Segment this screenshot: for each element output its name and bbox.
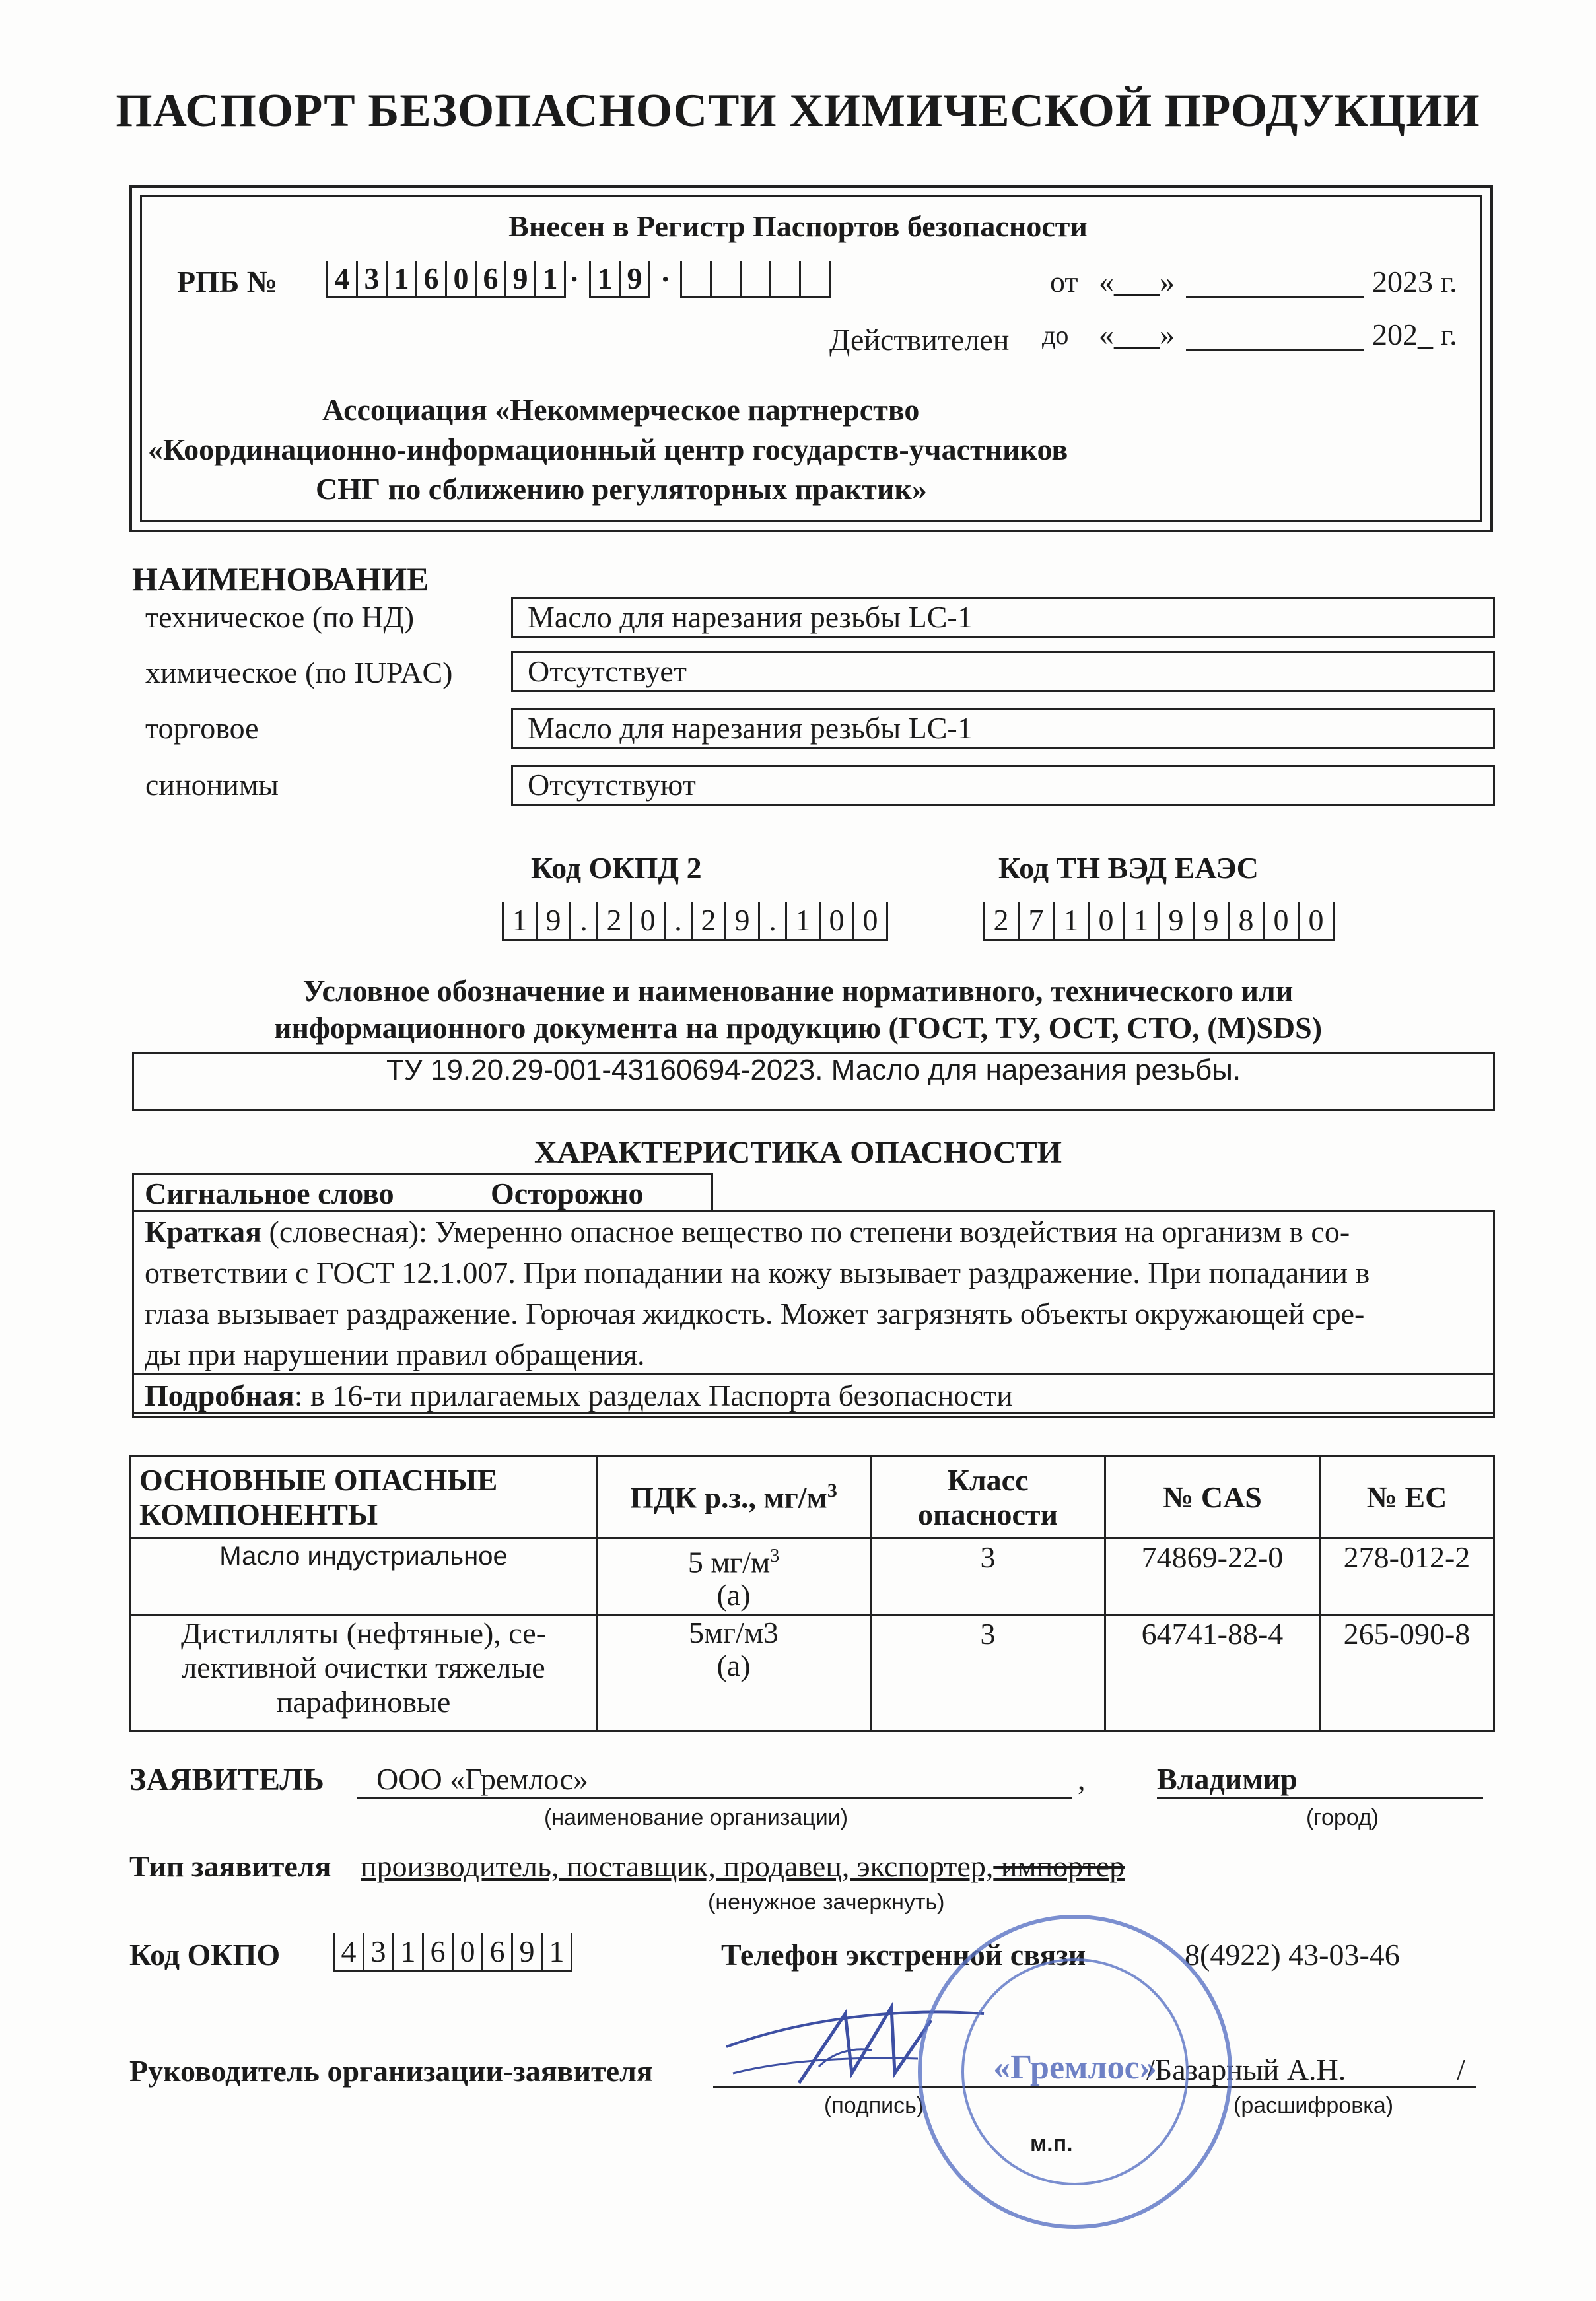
signal-word-value: Осторожно bbox=[491, 1177, 644, 1210]
naming-label-synonyms: синонимы bbox=[145, 768, 279, 802]
header-cas: № CAS bbox=[1105, 1457, 1320, 1538]
component-ec: 265-090-8 bbox=[1320, 1615, 1494, 1731]
phone-value: 8(4922) 43-03-46 bbox=[1185, 1938, 1400, 1972]
applicant-type-caption: (ненужное зачеркнуть) bbox=[708, 1890, 945, 1915]
okpd-label: Код ОКПД 2 bbox=[531, 851, 702, 885]
components-table bbox=[129, 1455, 1495, 1732]
applicant-type-text: производитель, поставщик, продавец, экспортер, bbox=[361, 1849, 994, 1883]
rpb-number-group-1 bbox=[326, 261, 566, 298]
component-pdk-note: (а) bbox=[716, 1578, 751, 1612]
decode-caption: (расшифровка) bbox=[1233, 2093, 1394, 2118]
from-day: «___» bbox=[1099, 265, 1175, 298]
header-pdk-text: ПДК р.з., мг/м bbox=[630, 1480, 827, 1515]
naming-value-trade: Масло для нарезания резьбы LC-1 bbox=[511, 708, 1495, 749]
rpb-number-group-3 bbox=[680, 261, 831, 298]
signer-slash: / bbox=[1457, 2053, 1465, 2086]
register-heading: Внесен в Регистр Паспортов безопасности bbox=[508, 209, 1088, 243]
okpo-digit: 6 bbox=[422, 1933, 452, 1972]
hazard-short-line-2: ответствии с ГОСТ 12.1.007. При попадании на кожу вызывает раздражение. При попадании в bbox=[145, 1256, 1370, 1289]
rpb-digit: 9 bbox=[619, 261, 650, 298]
applicant-type-value bbox=[361, 1849, 1125, 1884]
applicant-comma: , bbox=[1078, 1762, 1086, 1796]
applicant-label: ЗАЯВИТЕЛЬ bbox=[129, 1762, 324, 1797]
rpb-digit: 3 bbox=[356, 261, 386, 298]
association-line-2: «Координационно-информационный центр государств-участников bbox=[148, 432, 1068, 466]
component-pdk bbox=[597, 1538, 871, 1615]
header-class-line-1: Класс bbox=[947, 1462, 1029, 1497]
component-class: 3 bbox=[871, 1538, 1105, 1615]
component-pdk-note: (а) bbox=[716, 1649, 751, 1682]
naming-label-chemical: химическое (по IUPAC) bbox=[145, 656, 453, 689]
hazard-short-text: (словесная): Умеренно опасное вещество по степени воздействия на организм в со- bbox=[261, 1215, 1350, 1249]
okpo-digit: 3 bbox=[363, 1933, 392, 1972]
okpd-code bbox=[502, 902, 888, 941]
table-row bbox=[131, 1615, 1494, 1731]
association-line-1: Ассоциация «Некоммерческое партнерство bbox=[322, 393, 920, 427]
tnved-digit: 1 bbox=[1123, 902, 1158, 941]
rpb-digit bbox=[710, 261, 740, 298]
applicant-city-line bbox=[1157, 1797, 1483, 1799]
rpb-digit: 9 bbox=[504, 261, 534, 298]
association-line-3: СНГ по сближению регуляторных практик» bbox=[316, 472, 927, 506]
component-pdk bbox=[597, 1615, 871, 1731]
tnved-label: Код ТН ВЭД ЕАЭС bbox=[998, 851, 1259, 885]
hazard-heading: ХАРАКТЕРИСТИКА ОПАСНОСТИ bbox=[534, 1135, 1062, 1170]
signer-name: /Базарный А.Н. bbox=[1146, 2053, 1346, 2086]
hazard-detail-line bbox=[145, 1378, 1013, 1413]
from-month-line bbox=[1186, 296, 1364, 298]
tnved-digit: 2 bbox=[983, 902, 1018, 941]
okpd-digit: 2 bbox=[691, 902, 724, 941]
rpb-digit: 6 bbox=[475, 261, 504, 298]
rpb-number-group-2 bbox=[589, 261, 650, 298]
applicant-org: ООО «Гремлос» bbox=[376, 1762, 588, 1796]
rpb-digit bbox=[680, 261, 710, 298]
from-label: от bbox=[1050, 265, 1078, 298]
component-name-line-2: лективной очистки тяжелые bbox=[182, 1651, 545, 1684]
rpb-digit: 1 bbox=[534, 261, 566, 298]
hazard-short-line-1 bbox=[145, 1214, 1350, 1249]
component-cas: 74869-22-0 bbox=[1105, 1538, 1320, 1615]
applicant-city-caption: (город) bbox=[1306, 1805, 1379, 1830]
rpb-digit bbox=[799, 261, 831, 298]
table-row bbox=[131, 1538, 1494, 1615]
okpd-digit: . bbox=[758, 902, 785, 941]
component-pdk-sup: 3 bbox=[770, 1546, 780, 1566]
okpo-digit: 6 bbox=[481, 1933, 511, 1972]
okpd-digit: 0 bbox=[852, 902, 888, 941]
tnved-digit: 9 bbox=[1193, 902, 1228, 941]
component-name-line-1: Дистилляты (нефтяные), се- bbox=[180, 1616, 547, 1650]
hazard-detail-label: Подробная bbox=[145, 1379, 295, 1412]
naming-label-technical: техническое (по НД) bbox=[145, 600, 415, 634]
okpd-digit: 2 bbox=[596, 902, 630, 941]
rpb-digit: 4 bbox=[326, 261, 356, 298]
component-class: 3 bbox=[871, 1615, 1105, 1731]
okpd-digit: 0 bbox=[819, 902, 852, 941]
rpb-separator: · bbox=[660, 262, 671, 296]
head-label: Руководитель организации-заявителя bbox=[129, 2054, 653, 2088]
rpb-label: РПБ № bbox=[177, 265, 278, 298]
component-name bbox=[131, 1615, 597, 1731]
company-seal bbox=[918, 1915, 1232, 2229]
okpo-digit: 1 bbox=[392, 1933, 422, 1972]
okpo-label: Код ОКПО bbox=[129, 1938, 281, 1972]
document-title: ПАСПОРТ БЕЗОПАСНОСТИ ХИМИЧЕСКОЙ ПРОДУКЦИИ bbox=[116, 85, 1480, 137]
hazard-detail-text: : в 16-ти прилагаемых разделах Паспорта безопасности bbox=[294, 1379, 1013, 1412]
to-year: 202_ г. bbox=[1372, 318, 1457, 351]
okpd-digit: 1 bbox=[502, 902, 536, 941]
tnved-digit: 9 bbox=[1158, 902, 1193, 941]
signature-caption: (подпись) bbox=[824, 2093, 924, 2118]
rpb-digit: 1 bbox=[386, 261, 415, 298]
okpd-digit: 1 bbox=[785, 902, 819, 941]
tnved-digit: 0 bbox=[1298, 902, 1335, 941]
rpb-digit: 1 bbox=[589, 261, 619, 298]
okpo-digit: 9 bbox=[511, 1933, 541, 1972]
okpd-digit: 9 bbox=[724, 902, 758, 941]
okpo-code bbox=[333, 1933, 572, 1972]
tnved-digit: 1 bbox=[1053, 902, 1088, 941]
applicant-org-line bbox=[357, 1797, 1072, 1799]
okpd-digit: . bbox=[664, 902, 691, 941]
component-ec: 278-012-2 bbox=[1320, 1538, 1494, 1615]
tnved-digit: 0 bbox=[1088, 902, 1123, 941]
normdoc-heading-2: информационного документа на продукцию (ГОСТ, ТУ, ОСТ, СТО, (M)SDS) bbox=[273, 1011, 1323, 1045]
rpb-digit: 6 bbox=[415, 261, 445, 298]
tnved-digit: 7 bbox=[1018, 902, 1053, 941]
mp-label: м.п. bbox=[1030, 2131, 1073, 2156]
header-pdk bbox=[597, 1457, 871, 1538]
component-pdk-value: 5мг/м3 bbox=[689, 1616, 779, 1649]
signal-word-label: Сигнальное слово bbox=[145, 1177, 394, 1210]
component-pdk-value: 5 мг/м bbox=[687, 1545, 771, 1579]
rpb-separator: · bbox=[569, 262, 580, 296]
header-pdk-sup: 3 bbox=[827, 1479, 837, 1501]
naming-heading: НАИМЕНОВАНИЕ bbox=[132, 561, 429, 598]
rpb-digit bbox=[769, 261, 799, 298]
to-month-line bbox=[1186, 349, 1364, 351]
from-year: 2023 г. bbox=[1372, 265, 1457, 298]
components-header-row bbox=[131, 1457, 1494, 1538]
rpb-digit bbox=[740, 261, 769, 298]
company-seal-text: «Гремлос» bbox=[993, 2049, 1157, 2086]
naming-value-chemical: Отсутствует bbox=[511, 651, 1495, 692]
component-name-line-3: парафиновые bbox=[276, 1685, 451, 1719]
to-day: «___» bbox=[1099, 318, 1175, 351]
naming-value-synonyms: Отсутствуют bbox=[511, 765, 1495, 806]
applicant-org-caption: (наименование организации) bbox=[544, 1805, 849, 1830]
header-components-line-1: ОСНОВНЫЕ ОПАСНЫЕ bbox=[139, 1462, 498, 1497]
signal-word-box bbox=[132, 1173, 713, 1212]
header-ec: № ЕС bbox=[1320, 1457, 1494, 1538]
header-components-line-2: КОМПОНЕНТЫ bbox=[139, 1497, 378, 1531]
naming-label-trade: торговое bbox=[145, 711, 259, 745]
hazard-short-label: Краткая bbox=[145, 1215, 262, 1249]
to-label: до bbox=[1042, 320, 1069, 350]
okpo-digit: 0 bbox=[452, 1933, 481, 1972]
tnved-digit: 8 bbox=[1228, 902, 1263, 941]
okpd-digit: 9 bbox=[536, 902, 569, 941]
applicant-type-struck: импортер bbox=[993, 1849, 1125, 1883]
applicant-city: Владимир bbox=[1157, 1762, 1298, 1796]
tnved-digit: 0 bbox=[1263, 902, 1298, 941]
hazard-detail-box bbox=[132, 1373, 1495, 1418]
okpd-digit: 0 bbox=[630, 902, 664, 941]
okpo-digit: 4 bbox=[333, 1933, 363, 1972]
normdoc-value: ТУ 19.20.29-001-43160694-2023. Масло для нарезания резьбы. bbox=[386, 1054, 1241, 1086]
normdoc-heading-1: Условное обозначение и наименование нормативного, технического или bbox=[302, 974, 1294, 1008]
okpo-digit: 1 bbox=[541, 1933, 572, 1972]
component-cas: 64741-88-4 bbox=[1105, 1615, 1320, 1731]
header-class bbox=[871, 1457, 1105, 1538]
valid-label: Действителен bbox=[829, 323, 1010, 357]
rpb-digit: 0 bbox=[445, 261, 475, 298]
tnved-code bbox=[983, 902, 1335, 941]
normdoc-box bbox=[132, 1052, 1495, 1111]
header-components bbox=[131, 1457, 597, 1538]
okpd-digit: . bbox=[569, 902, 596, 941]
component-name: Масло индустриальное bbox=[131, 1538, 597, 1615]
phone-label: Телефон экстренной связи bbox=[721, 1938, 1086, 1972]
header-class-line-2: опасности bbox=[918, 1497, 1058, 1531]
applicant-type-label: Тип заявителя bbox=[129, 1849, 331, 1883]
hazard-short-line-4: ды при нарушении правил обращения. bbox=[145, 1338, 645, 1371]
hazard-short-line-3: глаза вызывает раздражение. Горючая жидкость. Может загрязнять объекты окружающей сре- bbox=[145, 1297, 1365, 1330]
naming-value-technical: Масло для нарезания резьбы LC-1 bbox=[511, 597, 1495, 638]
